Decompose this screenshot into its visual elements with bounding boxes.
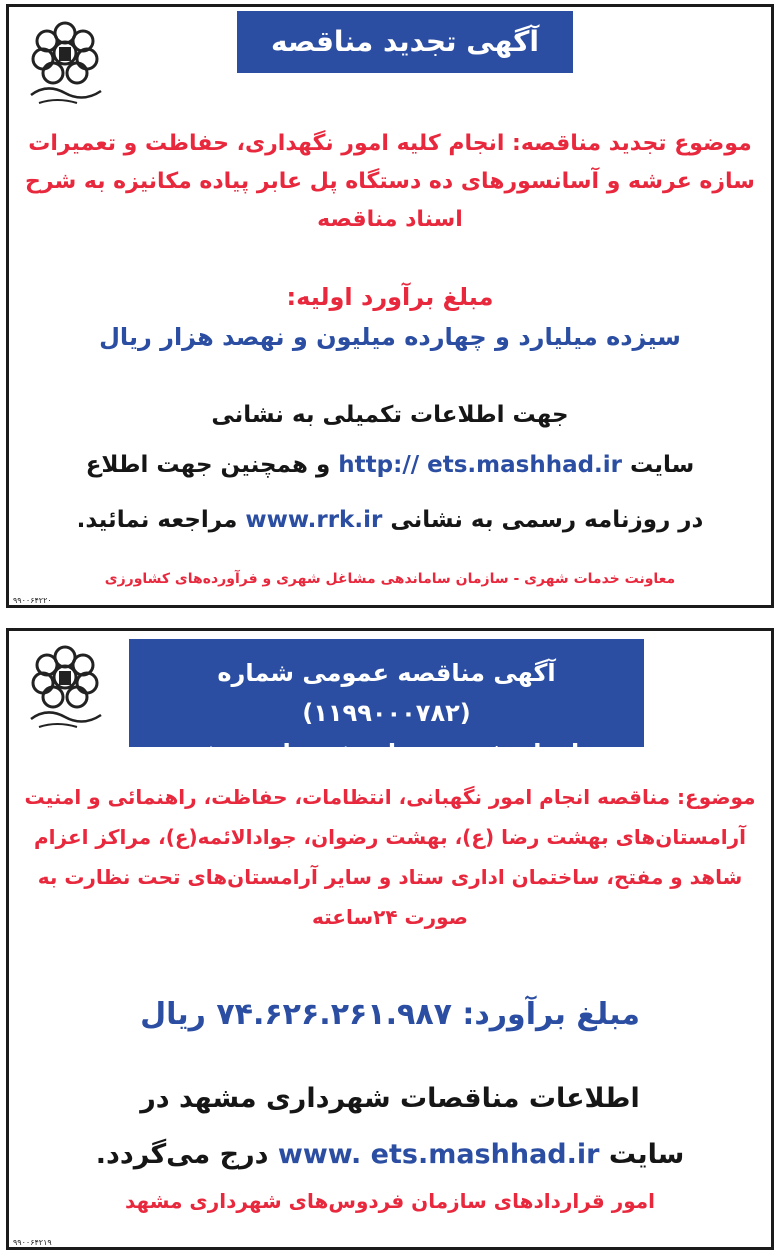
site-link[interactable]: www. ets.mashhad.ir: [277, 1139, 600, 1170]
info-block: [17, 1071, 763, 1183]
paper-prefix: در روزنامه رسمی به نشانی: [390, 507, 704, 533]
estimate-value: سیزده میلیارد و چهارده میلیون و نهصد هزار ریال: [99, 323, 681, 351]
estimate-value: مبلغ برآورد: ۷۴.۶۲۶.۲۶۱.۹۸۷ ریال: [140, 997, 640, 1032]
paper-link[interactable]: www.rrk.ir: [245, 507, 383, 533]
mashhad-municipality-logo: [17, 13, 113, 109]
ad-header: [129, 639, 644, 767]
ad-serial: ۹۹۰۰۶۴۲۲۰: [13, 596, 52, 605]
site-prefix: سایت: [630, 452, 695, 478]
header-line-2: سازمان فردوس‌های شهرداری مشهد: [169, 739, 604, 767]
ad-serial: ۹۹۰۰۶۴۲۱۹: [13, 1238, 52, 1247]
info-prefix: سایت: [608, 1139, 685, 1170]
tender-ad-renewal: [6, 4, 774, 608]
header-line-1: آگهی مناقصه عمومی شماره (۱۱۹۹۰۰۰۷۸۲): [217, 659, 556, 727]
mashhad-municipality-logo: [17, 637, 113, 733]
info-title: جهت اطلاعات تکمیلی به نشانی: [211, 402, 569, 428]
info-line-1: اطلاعات مناقصات شهرداری مشهد در: [140, 1083, 640, 1114]
ad-header: آگهی تجدید مناقصه: [237, 11, 573, 73]
estimate-label: مبلغ برآورد اولیه:: [286, 283, 494, 311]
info-line-2: [17, 1127, 763, 1183]
info-paper-line: [17, 500, 763, 540]
ad-subject: موضوع تجدید مناقصه: انجام کلیه امور نگهداری، حفاظت و تعمیرات سازه عرشه و آسانسورهای ده دستگاه پل عابر پیاده مکانیزه به شرح اسناد مناقصه: [25, 131, 755, 232]
tender-ad-public: [6, 628, 774, 1250]
site-suffix: و همچنین جهت اطلاع: [85, 452, 331, 478]
site-link[interactable]: http:// ets.mashhad.ir: [338, 452, 623, 478]
paper-suffix: مراجعه نمائید.: [76, 507, 238, 533]
info-site-line: [17, 445, 763, 485]
ad-footer: امور قراردادهای سازمان فردوس‌های شهرداری مشهد: [124, 1189, 656, 1213]
ad-subject: موضوع: مناقصه انجام امور نگهبانی، انتظامات، حفاظت، راهنمائی و امنیت آرامستان‌های بهشت رضا (ع)، بهشت رضوان، جوادالائمه(ع)، مراکز اعزام شاهد و مفتح، ساختمان اداری ستاد و سایر آرامستان‌های تحت نظارت به صورت ۲۴ساعته: [24, 785, 756, 929]
logo-icon: [17, 13, 113, 109]
info-suffix: درج می‌گردد.: [95, 1139, 269, 1170]
logo-icon: [17, 637, 113, 733]
ad-footer: معاونت خدمات شهری - سازمان ساماندهی مشاغل شهری و فرآورده‌های کشاورزی: [104, 571, 676, 587]
